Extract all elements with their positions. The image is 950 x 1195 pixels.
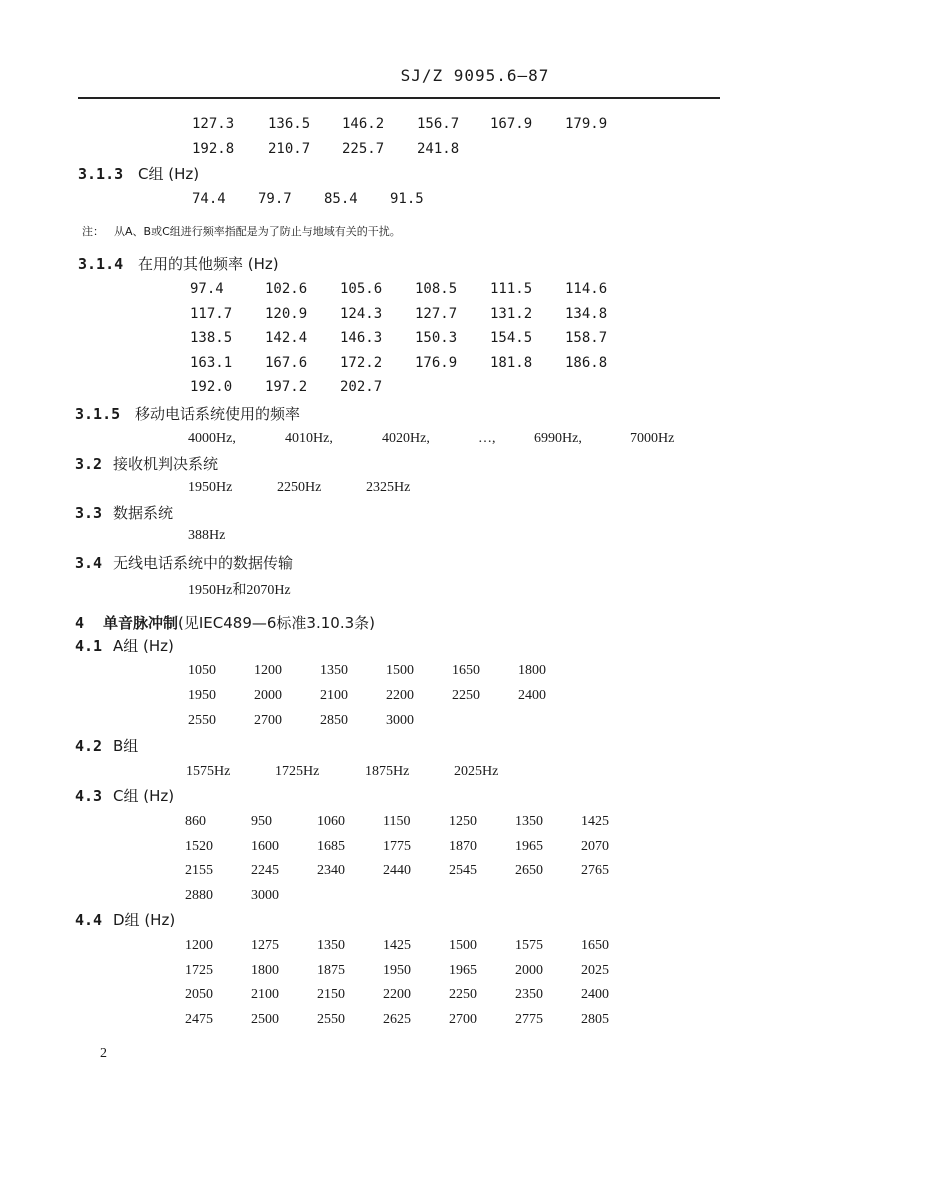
s33-heading [75, 502, 173, 523]
value-cell: 172.2 [340, 354, 383, 371]
value-cell: 1350 [320, 663, 348, 678]
value-cell: 102.6 [265, 281, 308, 297]
section-title: 在用的其他频率 (Hz) [138, 255, 279, 273]
value-cell: 142.4 [265, 330, 308, 346]
value-cell: 1275 [251, 938, 279, 953]
document-header: SJ/Z 9095.6—87 [400, 66, 550, 85]
value-cell: 388Hz [188, 528, 226, 543]
value-cell: 1775 [383, 838, 411, 854]
section-title: 移动电话系统使用的频率 [135, 405, 301, 423]
value-cell: 163.1 [190, 354, 233, 371]
value-cell: 154.5 [490, 330, 533, 346]
section-title-ref: (见IEC489—6标准3.10.3条) [178, 614, 375, 632]
value-cell: 2545 [449, 863, 477, 878]
section-title: 数据系统 [113, 504, 174, 522]
section-number: 4 [75, 614, 85, 632]
s314-heading [78, 253, 279, 274]
value-cell: 2325Hz [366, 480, 411, 495]
value-cell: 192.0 [190, 379, 233, 395]
note [82, 223, 401, 239]
value-cell: 2100 [320, 688, 348, 703]
value-cell: 120.9 [265, 305, 308, 322]
value-cell: 1200 [254, 663, 282, 678]
value-cell: 1425 [383, 938, 411, 953]
value-cell: 179.9 [565, 116, 608, 132]
value-cell: 1650 [452, 663, 480, 678]
note-label: 注： [82, 225, 104, 238]
value-cell: 146.2 [342, 116, 385, 132]
value-cell: 1520 [185, 838, 213, 854]
value-cell: 1950Hz和2070Hz [188, 583, 291, 598]
value-cell: 1500 [449, 938, 477, 953]
value-cell: 2700 [449, 1011, 477, 1027]
section-number: 3.1.5 [75, 405, 121, 423]
value-cell: 79.7 [258, 191, 292, 207]
value-cell: 176.9 [415, 354, 458, 371]
value-cell: 1575Hz [186, 764, 231, 779]
section-title: 接收机判决系统 [113, 455, 219, 473]
value-cell: 1725 [185, 962, 213, 978]
section-title: D组 (Hz) [113, 911, 176, 929]
value-cell: 1200 [185, 938, 213, 953]
value-cell: 158.7 [565, 330, 608, 346]
value-cell: 2000 [254, 688, 282, 703]
value-cell: 1950 [188, 688, 216, 703]
value-cell: 2100 [251, 987, 279, 1002]
value-cell: 1500 [386, 663, 414, 678]
value-cell: 127.3 [192, 116, 235, 132]
value-cell: 2500 [251, 1011, 279, 1027]
value-cell: 1350 [317, 938, 345, 953]
value-cell: 2440 [383, 863, 411, 878]
value-cell: 167.6 [265, 354, 308, 371]
value-cell: 74.4 [192, 191, 226, 207]
value-cell: 1950Hz [188, 480, 233, 495]
value-cell: 2155 [185, 863, 213, 878]
value-cell: 1050 [188, 663, 216, 678]
value-cell: 134.8 [565, 305, 608, 322]
value-cell: 4010Hz, [285, 431, 333, 446]
value-cell: 136.5 [268, 116, 311, 132]
value-cell: 202.7 [340, 379, 383, 395]
section-title: 无线电话系统中的数据传输 [113, 554, 294, 572]
value-cell: 150.3 [415, 330, 458, 346]
value-cell: 2550 [188, 713, 216, 728]
value-cell: 3000 [251, 887, 279, 903]
value-cell: 1875Hz [365, 764, 410, 779]
value-cell: 181.8 [490, 354, 533, 371]
value-cell: 1350 [515, 814, 543, 829]
value-cell: 1800 [518, 663, 546, 678]
value-cell: 138.5 [190, 330, 233, 346]
value-cell: 2025 [581, 962, 609, 978]
value-cell: 2880 [185, 887, 213, 903]
value-cell: 2070 [581, 838, 609, 854]
value-cell: 124.3 [340, 305, 383, 322]
note-text: 从A、B或C组进行频率指配是为了防止与地域有关的干扰。 [114, 225, 401, 238]
value-cell: 197.2 [265, 379, 308, 395]
value-cell: 1600 [251, 838, 279, 854]
value-cell: 167.9 [490, 116, 533, 132]
value-cell: 210.7 [268, 141, 311, 157]
value-cell: 186.8 [565, 354, 608, 371]
value-cell: 192.8 [192, 141, 235, 157]
value-cell: 1965 [515, 838, 543, 854]
section-number: 3.4 [75, 554, 103, 572]
value-cell: 2150 [317, 987, 345, 1002]
value-cell: 2775 [515, 1011, 543, 1027]
value-cell: 2200 [386, 688, 414, 703]
value-cell: 2245 [251, 863, 279, 878]
value-cell: 1250 [449, 814, 477, 829]
s34-heading [75, 552, 293, 573]
value-cell: 1150 [383, 814, 411, 829]
section-number: 4.1 [75, 637, 103, 655]
page-number: 2 [100, 1046, 107, 1061]
s42-heading [75, 735, 138, 756]
value-cell: 2250 [452, 688, 480, 703]
value-cell: 1870 [449, 838, 477, 854]
value-cell: 97.4 [190, 281, 224, 297]
value-cell: 2000 [515, 962, 543, 978]
value-cell: 105.6 [340, 281, 383, 297]
value-cell: 7000Hz [630, 431, 675, 446]
value-cell: 2400 [581, 987, 609, 1002]
section-number: 4.4 [75, 911, 103, 929]
value-cell: 2805 [581, 1011, 609, 1027]
value-cell: 1950 [383, 962, 411, 978]
value-cell: 2350 [515, 987, 543, 1002]
value-cell: 950 [251, 814, 272, 829]
value-cell: 2625 [383, 1011, 411, 1027]
value-cell: 91.5 [390, 191, 424, 207]
value-cell: 1800 [251, 962, 279, 978]
section-title: C组 (Hz) [113, 787, 175, 805]
section-number: 3.1.4 [78, 255, 124, 273]
s4-heading [75, 612, 375, 633]
section-number: 4.3 [75, 787, 103, 805]
section-number: 3.1.3 [78, 165, 124, 183]
value-cell: 4000Hz, [188, 431, 236, 446]
value-cell: 2400 [518, 688, 546, 703]
value-cell: 2340 [317, 863, 345, 878]
value-cell: 3000 [386, 713, 414, 728]
value-cell: 2650 [515, 863, 543, 878]
value-cell: 2765 [581, 863, 609, 878]
value-cell: 117.7 [190, 305, 233, 322]
s43-heading [75, 785, 174, 806]
s44-heading [75, 909, 175, 930]
value-cell: 2550 [317, 1011, 345, 1027]
value-cell: 241.8 [417, 141, 460, 157]
s313-heading [78, 163, 199, 184]
value-cell: 1875 [317, 962, 345, 978]
section-title: B组 [113, 737, 139, 755]
section-number: 3.3 [75, 504, 103, 522]
value-cell: 131.2 [490, 305, 533, 322]
section-number: 3.2 [75, 455, 103, 473]
value-cell: 2700 [254, 713, 282, 728]
value-cell: 146.3 [340, 330, 383, 346]
value-cell: 1725Hz [275, 764, 320, 779]
value-cell: 860 [185, 814, 206, 829]
value-cell: 4020Hz, [382, 431, 430, 446]
section-title: A组 (Hz) [113, 637, 174, 655]
s41-heading [75, 635, 174, 656]
s315-heading [75, 403, 300, 424]
value-cell: 111.5 [490, 281, 533, 297]
section-number: 4.2 [75, 737, 103, 755]
value-cell: 2850 [320, 713, 348, 728]
value-cell: 2200 [383, 987, 411, 1002]
value-cell: 85.4 [324, 191, 358, 207]
section-title: 单音脉冲制 [103, 614, 179, 632]
value-cell: …, [478, 431, 496, 446]
value-cell: 1650 [581, 938, 609, 953]
value-cell: 1575 [515, 938, 543, 953]
value-cell: 1965 [449, 962, 477, 978]
value-cell: 225.7 [342, 141, 385, 157]
section-title: C组 (Hz) [138, 165, 200, 183]
value-cell: 2475 [185, 1011, 213, 1027]
value-cell: 156.7 [417, 116, 460, 132]
value-cell: 127.7 [415, 305, 458, 322]
value-cell: 2250 [449, 987, 477, 1002]
value-cell: 6990Hz, [534, 431, 582, 446]
value-cell: 114.6 [565, 281, 608, 297]
value-cell: 2250Hz [277, 480, 322, 495]
value-cell: 1060 [317, 814, 345, 829]
value-cell: 108.5 [415, 281, 458, 297]
value-cell: 1685 [317, 838, 345, 854]
value-cell: 1425 [581, 814, 609, 829]
s32-heading [75, 453, 218, 474]
header-rule [78, 97, 720, 99]
value-cell: 2025Hz [454, 764, 499, 779]
value-cell: 2050 [185, 987, 213, 1002]
